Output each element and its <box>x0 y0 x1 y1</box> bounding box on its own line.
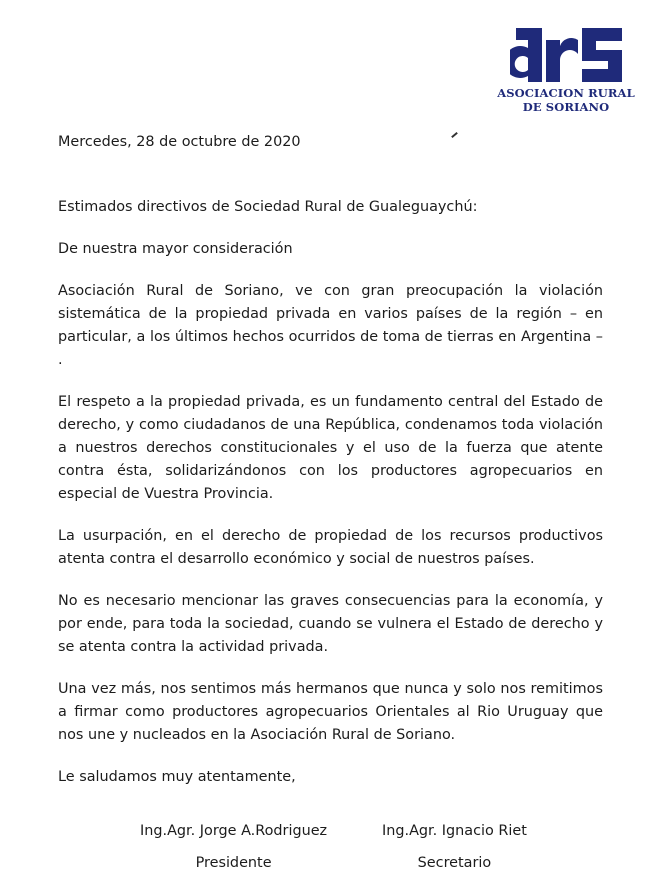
salutation: De nuestra mayor consideración <box>58 241 293 257</box>
paragraph: La usurpación, en el derecho de propiedad de los recursos productivos atenta contra el desarrollo económico y social de nuestros países. <box>58 528 603 567</box>
signatory-title: Presidente <box>195 855 272 871</box>
paragraph: Una vez más, nos sentimos más hermanos que nunca y solo nos remitimos a firmar como productores agropecuarios Orientales al Rio Uruguay que nos une y nucleados en la Asociación Rural de Soriano. <box>58 681 603 743</box>
organization-logo <box>496 28 636 118</box>
logo-text-line2: DE SORIANO <box>522 100 610 114</box>
pen-mark <box>451 132 458 138</box>
signatory-name: Ing.Agr. Jorge A.Rodriguez <box>140 823 328 839</box>
paragraph: El respeto a la propiedad privada, es un fundamento central del Estado de derecho, y como ciudadanos de una República, condenamos toda violación a nuestros derechos constitucionales y el uso de la fuerza que atente contra ésta, solidarizándonos con los productores agropecuarios en especial de Vuestra Provincia. <box>58 394 603 502</box>
signatory-name: Ing.Agr. Ignacio Riet <box>382 823 527 839</box>
greeting: Estimados directivos de Sociedad Rural de Gualeguaychú: <box>58 199 478 215</box>
paragraph: No es necesario mencionar las graves consecuencias para la economía, y por ende, para toda la sociedad, cuando se vulnera el Estado de derecho y se atenta contra la actividad privada. <box>58 593 603 655</box>
paragraph: Asociación Rural de Soriano, ve con gran preocupación la violación sistemática de la propiedad privada en varios países de la región – en particular, a los últimos hechos ocurridos de toma de tierras en Argentina – . <box>58 283 603 368</box>
closing: Le saludamos muy atentamente, <box>58 769 296 785</box>
signatory-title: Secretario <box>417 855 492 871</box>
ars-logo-icon <box>510 28 628 84</box>
signatory-secretary <box>382 823 527 887</box>
logo-text-line1: ASOCIACION RURAL <box>497 86 635 100</box>
signatory-president <box>140 823 327 887</box>
letter-body <box>58 196 603 808</box>
letter-date: Mercedes, 28 de octubre de 2020 <box>58 134 301 150</box>
